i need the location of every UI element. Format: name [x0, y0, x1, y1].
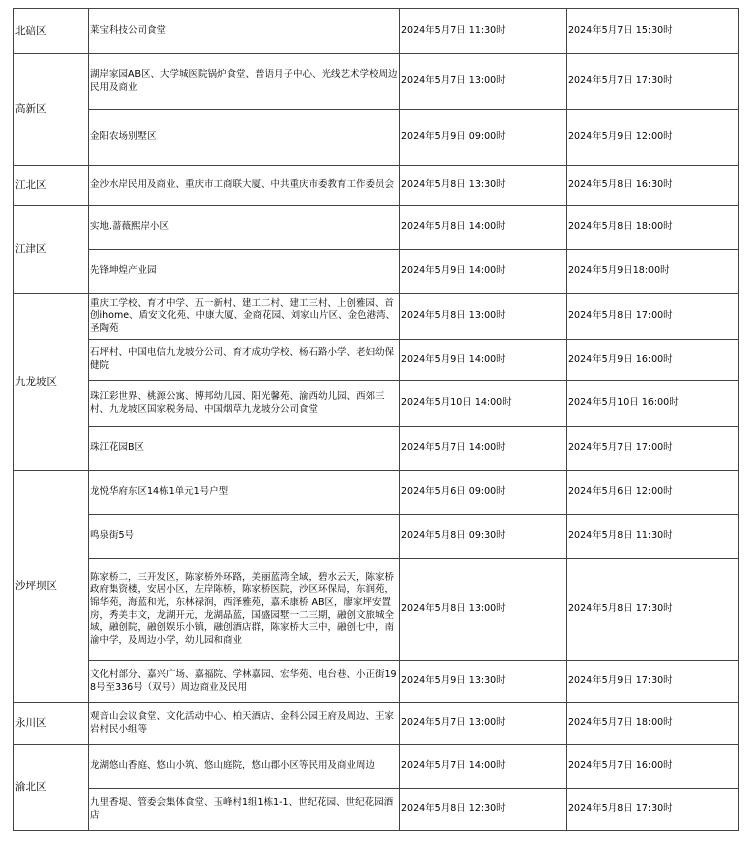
area-cell: 龙悦华府东区14栋1单元1号户型 [89, 471, 400, 515]
start-time-cell: 2024年5月8日 14:00时 [400, 206, 567, 250]
end-time-cell: 2024年5月6日 12:00时 [567, 471, 739, 515]
area-cell: 观音山会议食堂、文化活动中心、柏天酒店、金科公园王府及周边、王家岩村民小组等 [89, 703, 400, 745]
table-row [14, 381, 739, 427]
start-time-cell: 2024年5月7日 13:00时 [400, 54, 567, 110]
end-time-cell: 2024年5月9日 17:30时 [567, 661, 739, 703]
table-row [14, 110, 739, 166]
start-time-cell: 2024年5月8日 09:30时 [400, 515, 567, 559]
start-time-cell: 2024年5月8日 13:00时 [400, 559, 567, 661]
end-time-cell: 2024年5月8日 18:00时 [567, 206, 739, 250]
start-time-cell: 2024年5月9日 14:00时 [400, 250, 567, 294]
area-cell: 石坪村、中国电信九龙坡分公司、育才成功学校、杨石路小学、老妇幼保健院 [89, 340, 400, 381]
start-time-cell: 2024年5月8日 13:00时 [400, 294, 567, 340]
district-cell: 永川区 [14, 703, 89, 745]
area-cell: 先锋坤煌产业园 [89, 250, 400, 294]
area-cell: 龙湖悠山香庭、悠山小筑、悠山庭院，悠山郡小区等民用及商业周边 [89, 745, 400, 789]
area-cell: 珠江花园B区 [89, 427, 400, 471]
start-time-cell: 2024年5月10日 14:00时 [400, 381, 567, 427]
area-cell: 鸣泉街5号 [89, 515, 400, 559]
table-row [14, 166, 739, 206]
table-row [14, 427, 739, 471]
end-time-cell: 2024年5月7日 16:00时 [567, 745, 739, 789]
end-time-cell: 2024年5月7日 18:00时 [567, 703, 739, 745]
district-cell: 高新区 [14, 54, 89, 166]
start-time-cell: 2024年5月9日 09:00时 [400, 110, 567, 166]
table-row [14, 294, 739, 340]
table-row [14, 206, 739, 250]
end-time-cell: 2024年5月8日 16:30时 [567, 166, 739, 206]
table-row [14, 250, 739, 294]
start-time-cell: 2024年5月7日 14:00时 [400, 745, 567, 789]
end-time-cell: 2024年5月8日 17:00时 [567, 294, 739, 340]
area-cell: 文化村部分、嘉兴广场、嘉福院、学林嘉园、宏华苑、电台巷、小正街198号至336号（双号）周边商业及民用 [89, 661, 400, 703]
end-time-cell: 2024年5月9日18:00时 [567, 250, 739, 294]
start-time-cell: 2024年5月9日 14:00时 [400, 340, 567, 381]
start-time-cell: 2024年5月9日 13:30时 [400, 661, 567, 703]
start-time-cell: 2024年5月7日 11:30时 [400, 9, 567, 54]
table-row [14, 9, 739, 54]
area-cell: 实地.蔷薇熙岸小区 [89, 206, 400, 250]
end-time-cell: 2024年5月7日 17:00时 [567, 427, 739, 471]
district-cell: 江津区 [14, 206, 89, 294]
end-time-cell: 2024年5月8日 17:30时 [567, 559, 739, 661]
area-cell: 重庆工学校、育才中学、五一新村、建工二村、建工三村、上创雅园、首创ihome、盾安文化苑、中康大厦、金商花园、刘家山片区、金色港湾、圣陶苑 [89, 294, 400, 340]
start-time-cell: 2024年5月8日 12:30时 [400, 789, 567, 831]
district-cell: 渝北区 [14, 745, 89, 831]
area-cell: 莱宝科技公司食堂 [89, 9, 400, 54]
table-row [14, 340, 739, 381]
end-time-cell: 2024年5月9日 12:00时 [567, 110, 739, 166]
area-cell: 九里香堤、管委会集体食堂、玉峰村1组1栋1-1、世纪花园、世纪花园酒店 [89, 789, 400, 831]
end-time-cell: 2024年5月10日 16:00时 [567, 381, 739, 427]
end-time-cell: 2024年5月7日 17:30时 [567, 54, 739, 110]
district-cell: 北碚区 [14, 9, 89, 54]
table-row [14, 515, 739, 559]
table-row [14, 471, 739, 515]
table-row [14, 559, 739, 661]
district-cell: 沙坪坝区 [14, 471, 89, 703]
area-cell: 湖岸家园AB区、大学城医院锅炉食堂、普语月子中心、光线艺术学校周边民用及商业 [89, 54, 400, 110]
table-row [14, 703, 739, 745]
table-row [14, 54, 739, 110]
end-time-cell: 2024年5月8日 11:30时 [567, 515, 739, 559]
start-time-cell: 2024年5月7日 13:00时 [400, 703, 567, 745]
start-time-cell: 2024年5月7日 14:00时 [400, 427, 567, 471]
area-cell: 珠江彩世界、桃源公寓、博邦幼儿园、阳光馨苑、渝西幼儿园、西郊三村、九龙坡区国家税务局、中国烟草九龙坡分公司食堂 [89, 381, 400, 427]
district-cell: 九龙坡区 [14, 294, 89, 471]
table-row [14, 661, 739, 703]
district-cell: 江北区 [14, 166, 89, 206]
area-cell: 金阳农场别墅区 [89, 110, 400, 166]
table-row [14, 789, 739, 831]
end-time-cell: 2024年5月8日 17:30时 [567, 789, 739, 831]
end-time-cell: 2024年5月9日 16:00时 [567, 340, 739, 381]
start-time-cell: 2024年5月6日 09:00时 [400, 471, 567, 515]
area-cell: 金沙水岸民用及商业、重庆市工商联大厦、中共重庆市委教育工作委员会 [89, 166, 400, 206]
outage-table [13, 8, 739, 831]
table-row [14, 745, 739, 789]
end-time-cell: 2024年5月7日 15:30时 [567, 9, 739, 54]
area-cell: 陈家桥二，三开发区，陈家桥外环路，美丽蓝湾全域，碧水云天，陈家桥政府集资楼，安居小区，左岸陈桥，陈家桥医院，沙区环保局，东润苑，锦华苑，海蓝和光，东林禄润，西泽雅苑，嘉禾康桥 AB区，廖家坪安置房，秀美丰文，龙湖开元，龙湖晶蓝，国盛园墅一二三期，融创文旅城全域，融创院，融创娱乐小镇，融创酒店群，陈家桥大三中，融创七中，南渝中学，及周边小学，幼儿园和商业 [89, 559, 400, 661]
start-time-cell: 2024年5月8日 13:30时 [400, 166, 567, 206]
